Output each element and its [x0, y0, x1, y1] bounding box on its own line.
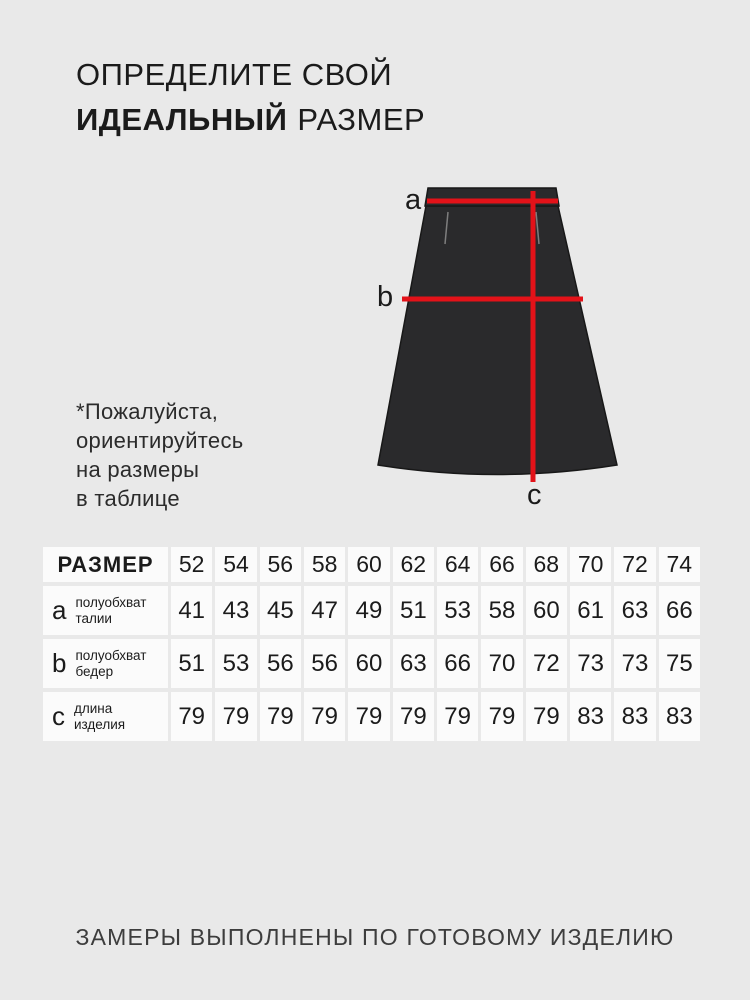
- size-column-header: 74: [659, 547, 700, 582]
- note-line: ориентируйтесь: [76, 428, 244, 453]
- size-value-b: 51: [171, 639, 212, 688]
- size-column-header: 60: [348, 547, 389, 582]
- measure-description: [74, 701, 125, 732]
- measure-label-b: b: [377, 281, 394, 313]
- note-line: на размеры: [76, 457, 200, 482]
- row-header-a: [43, 586, 168, 635]
- size-value-c: 79: [481, 692, 522, 741]
- size-column-header: 54: [215, 547, 256, 582]
- measure-description-line1: полуобхват: [75, 595, 147, 610]
- measure-description-line1: полуобхват: [75, 648, 147, 663]
- size-value-b: 72: [526, 639, 567, 688]
- size-column-header: 58: [304, 547, 345, 582]
- size-value-c: 79: [171, 692, 212, 741]
- skirt-diagram: [360, 178, 630, 498]
- size-column-header: 52: [171, 547, 212, 582]
- size-value-a: 41: [171, 586, 212, 635]
- size-value-a: 61: [570, 586, 611, 635]
- measure-description-line2: бедер: [75, 663, 114, 679]
- size-value-c: 83: [570, 692, 611, 741]
- size-value-a: 45: [260, 586, 301, 635]
- row-header-b: [43, 639, 168, 688]
- size-value-c: 79: [304, 692, 345, 741]
- measure-description-line1: длина: [74, 701, 113, 716]
- measure-description-line2: изделия: [74, 716, 126, 732]
- measure-label-a: a: [405, 184, 422, 216]
- size-value-b: 56: [260, 639, 301, 688]
- page-title-line1: ОПРЕДЕЛИТЕ СВОЙ: [76, 57, 393, 92]
- measure-letter-c: c: [52, 701, 65, 731]
- note-text: [76, 397, 244, 513]
- size-value-c: 79: [215, 692, 256, 741]
- skirt-illustration: [360, 178, 630, 498]
- size-value-b: 73: [570, 639, 611, 688]
- size-value-a: 53: [437, 586, 478, 635]
- size-value-b: 66: [437, 639, 478, 688]
- size-column-header: 70: [570, 547, 611, 582]
- size-value-b: 60: [348, 639, 389, 688]
- page-title-line2-regular: РАЗМЕР: [297, 102, 426, 137]
- size-column-header: 66: [481, 547, 522, 582]
- size-value-b: 63: [393, 639, 434, 688]
- size-table: [43, 547, 700, 741]
- size-value-c: 79: [393, 692, 434, 741]
- measure-description-line2: талии: [75, 610, 112, 626]
- size-value-b: 56: [304, 639, 345, 688]
- footer-text: ЗАМЕРЫ ВЫПОЛНЕНЫ ПО ГОТОВОМУ ИЗДЕЛИЮ: [75, 924, 675, 950]
- note-line: *Пожалуйста,: [76, 399, 219, 424]
- size-column-header: 64: [437, 547, 478, 582]
- size-value-a: 60: [526, 586, 567, 635]
- page-title-line2: [76, 97, 425, 142]
- measure-letter-b: b: [52, 648, 67, 678]
- size-value-a: 66: [659, 586, 700, 635]
- page-title-line2-bold: ИДЕАЛЬНЫЙ: [76, 102, 288, 137]
- size-column-header: 72: [614, 547, 655, 582]
- size-value-a: 47: [304, 586, 345, 635]
- size-value-c: 79: [260, 692, 301, 741]
- size-column-header: 56: [260, 547, 301, 582]
- size-value-c: 79: [526, 692, 567, 741]
- size-value-a: 49: [348, 586, 389, 635]
- size-column-header: 68: [526, 547, 567, 582]
- size-value-c: 83: [659, 692, 700, 741]
- size-value-a: 63: [614, 586, 655, 635]
- measure-label-c: c: [527, 479, 542, 511]
- size-value-c: 79: [348, 692, 389, 741]
- size-value-b: 53: [215, 639, 256, 688]
- measure-description: [75, 648, 146, 679]
- measure-description: [75, 595, 146, 626]
- size-column-header: 62: [393, 547, 434, 582]
- size-value-c: 83: [614, 692, 655, 741]
- row-header-c: [43, 692, 168, 741]
- measure-letter-a: a: [52, 595, 67, 625]
- size-value-a: 43: [215, 586, 256, 635]
- size-value-b: 73: [614, 639, 655, 688]
- skirt-body-shape: [378, 206, 617, 475]
- note-line: в таблице: [76, 486, 180, 511]
- size-value-a: 58: [481, 586, 522, 635]
- size-value-c: 79: [437, 692, 478, 741]
- page-title: [76, 52, 425, 142]
- size-value-b: 70: [481, 639, 522, 688]
- size-value-a: 51: [393, 586, 434, 635]
- size-table-header-label: РАЗМЕР: [43, 547, 168, 582]
- size-value-b: 75: [659, 639, 700, 688]
